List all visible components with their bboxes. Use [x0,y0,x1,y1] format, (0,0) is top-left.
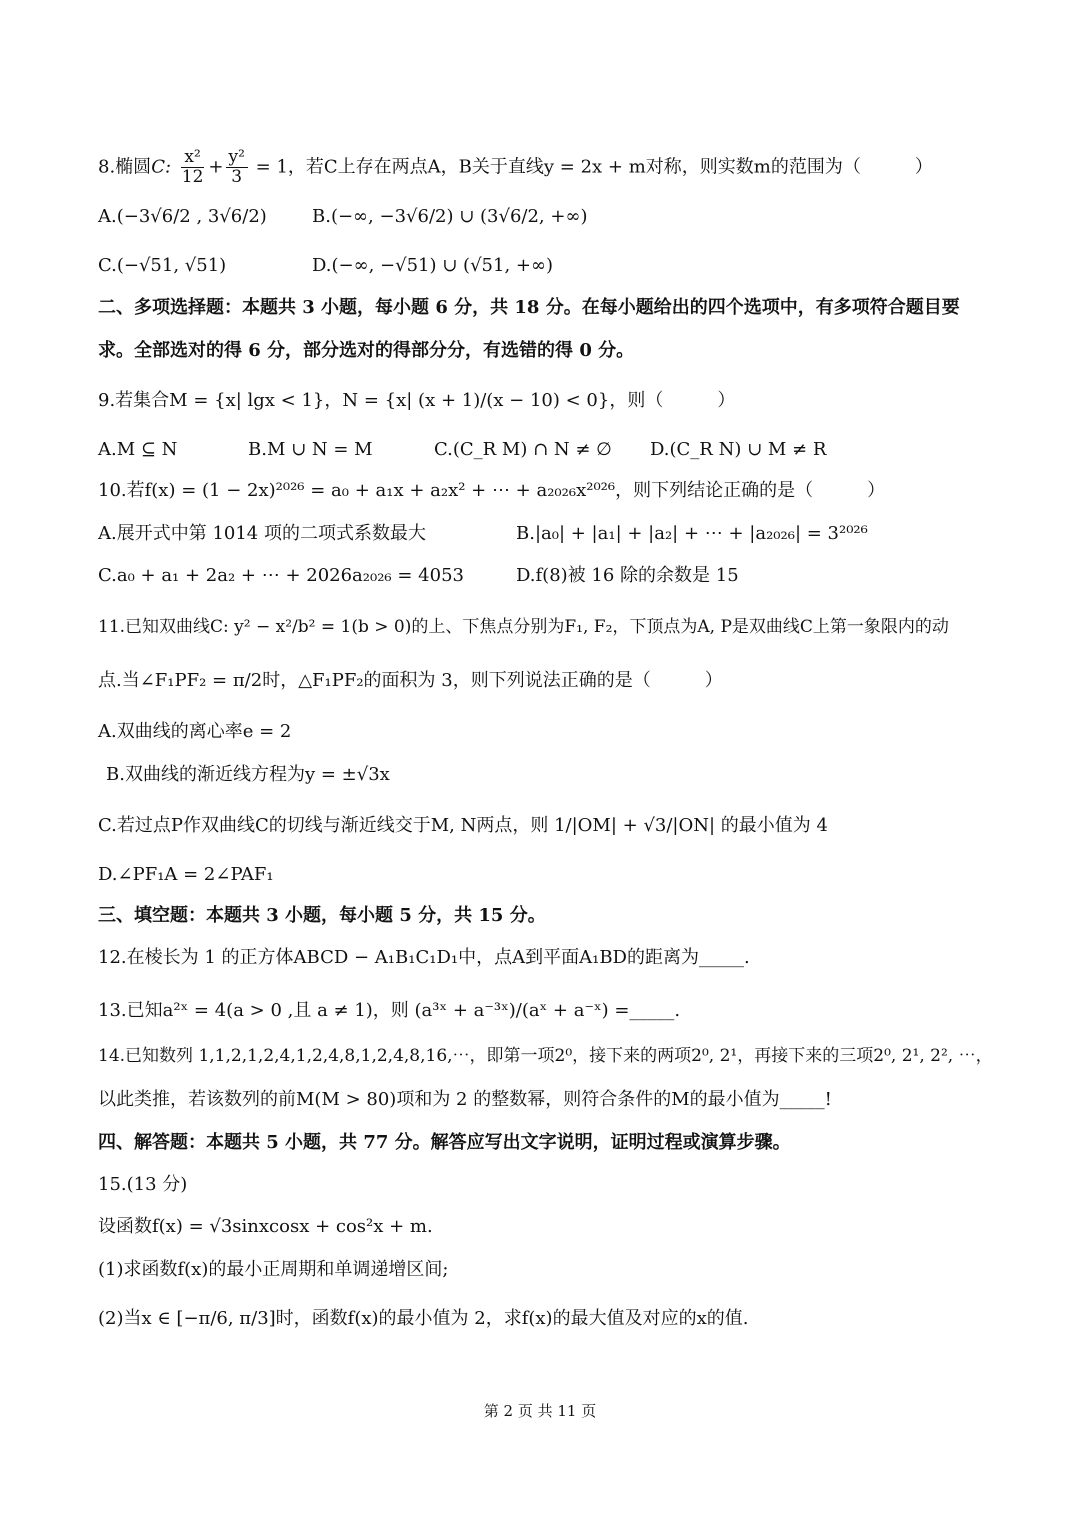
section-2-title-line1: 二、多项选择题：本题共 3 小题，每小题 6 分，共 18 分。在每小题给出的四个选项中，有多项符合题目要 [98,297,960,318]
q15-stem: 设函数f(x) = √3sinxcosx + cos²x + m. [98,1216,433,1237]
q9-option-a: A.M ⊆ N [98,439,178,460]
q8-frac-y-den: 3 [231,167,243,187]
q8-stem-rest: = 1，若C上存在两点A，B关于直线y = 2x + m对称，则实数m的范围为（ ） [255,156,933,178]
q9-option-b: B.M ∪ N = M [248,439,373,460]
q14-stem-line2: 以此类推，若该数列的前M(M > 80)项和为 2 的整数幂，则符合条件的M的最小值为_____! [98,1089,832,1110]
q9-option-d: D.(C_R N) ∪ M ≠ R [650,439,827,460]
q11-stem-line1: 11.已知双曲线C: y² − x²/b² = 1(b > 0)的上、下焦点分别为F₁, F₂，下顶点为A, P是双曲线C上第一象限内的动 [98,617,949,637]
q11-stem-line2: 点.当∠F₁PF₂ = π/2时，△F₁PF₂的面积为 3，则下列说法正确的是（ ） [98,670,723,691]
q9-option-c: C.(C_R M) ∩ N ≠ ∅ [434,439,612,460]
q11-option-a: A.双曲线的离心率e = 2 [98,721,292,742]
q10-option-a: A.展开式中第 1014 项的二项式系数最大 [98,523,426,544]
q8-stem-c: C: [151,156,172,178]
section-3-title: 三、填空题：本题共 3 小题，每小题 5 分，共 15 分。 [98,905,546,926]
q11-option-d: D.∠PF₁A = 2∠PAF₁ [98,864,274,885]
q8-frac-x [179,148,207,187]
q8-stem-prefix: 8.椭圆 [98,156,152,178]
q11-option-c: C.若过点P作双曲线C的切线与渐近线交于M, N两点，则 1/|OM| + √3/|ON| 的最小值为 4 [98,815,828,836]
section-2-title-line2: 求。全部选对的得 6 分，部分选对的得部分分，有选错的得 0 分。 [98,340,635,361]
q14-stem-line1: 14.已知数列 1,1,2,1,2,4,1,2,4,8,1,2,4,8,16,⋯，即第一项2⁰，接下来的两项2⁰, 2¹，再接下来的三项2⁰, 2¹, 2², ⋯， [98,1046,993,1066]
q10-option-c: C.a₀ + a₁ + 2a₂ + ⋯ + 2026a₂₀₂₆ = 4053 [98,565,464,586]
q9-stem: 9.若集合M = {x| lgx < 1}，N = {x| (x + 1)/(x − 10) < 0}，则（ ） [98,390,736,411]
q8-stem [98,148,933,187]
page-footer: 第 2 页 共 11 页 [483,1402,597,1420]
q13-stem: 13.已知a²ˣ = 4(a > 0 ,且 a ≠ 1)，则 (a³ˣ + a⁻³ˣ)/(aˣ + a⁻ˣ) =_____. [98,1000,681,1021]
q8-frac-x-num: x² [181,148,203,168]
q11-option-b: B.双曲线的渐近线方程为y = ±√3x [106,764,390,785]
q15-heading: 15.(13 分) [98,1174,188,1195]
q15-part1: (1)求函数f(x)的最小正周期和单调递增区间; [98,1259,449,1280]
section-4-title: 四、解答题：本题共 5 小题，共 77 分。解答应写出文字说明，证明过程或演算步骤。 [98,1132,791,1153]
q8-plus: + [208,156,224,178]
q8-option-d: D.(−∞, −√51) ∪ (√51, +∞) [312,255,553,276]
q15-part2: (2)当x ∈ [−π/6, π/3]时，函数f(x)的最小值为 2，求f(x)的最大值及对应的x的值. [98,1308,749,1329]
q12-stem: 12.在棱长为 1 的正方体ABCD − A₁B₁C₁D₁中，点A到平面A₁BD的距离为_____. [98,947,750,968]
q8-option-a: A.(−3√6/2 , 3√6/2) [98,206,267,227]
q10-stem: 10.若f(x) = (1 − 2x)²⁰²⁶ = a₀ + a₁x + a₂x² + ⋯ + a₂₀₂₆x²⁰²⁶，则下列结论正确的是（ ） [98,480,886,501]
q10-option-b: B.|a₀| + |a₁| + |a₂| + ⋯ + |a₂₀₂₆| = 3²⁰²⁶ [516,523,868,544]
q8-option-c: C.(−√51, √51) [98,255,227,276]
q8-frac-y-num: y² [226,148,248,168]
q10-option-d: D.f(8)被 16 除的余数是 15 [516,565,739,586]
q8-option-b: B.(−∞, −3√6/2) ∪ (3√6/2, +∞) [312,206,588,227]
q8-frac-y [226,148,248,187]
q8-frac-x-den: 12 [181,167,204,187]
